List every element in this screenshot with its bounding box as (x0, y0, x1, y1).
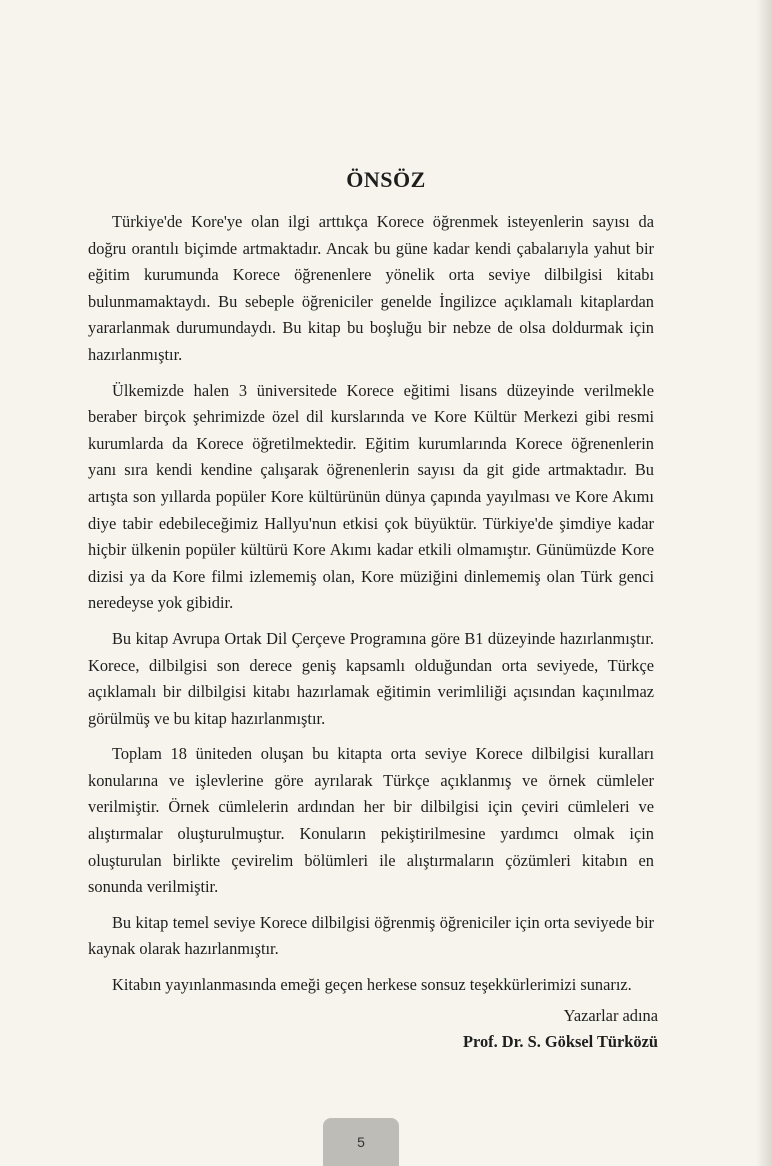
page-number-tab (323, 1118, 399, 1166)
signature-name: Prof. Dr. S. Göksel Türközü (462, 1032, 658, 1051)
preface-paragraph: Türkiye'de Kore'ye olan ilgi arttıkça Korece öğrenmek isteyenlerin sayısı da doğru orantılı biçimde artmaktadır. Ancak bu güne kadar kendi çabalarıyla yahut bir eğitim kurumunda Korece öğrenenlere yönelik orta seviye dilbilgisi kitabı bulunmamaktaydı. Bu sebeple öğreniciler genelde İngilizce açıklamalı kitaplardan yararlanmak durumundaydı. Bu kitap bu boşluğu bir nebze de olsa doldurmak için hazırlanmıştır. (88, 212, 654, 364)
preface-paragraph: Bu kitap temel seviye Korece dilbilgisi öğrenmiş öğreniciler için orta seviyede bir kaynak olarak hazırlanmıştır. (88, 912, 654, 959)
preface-paragraph: Ülkemizde halen 3 üniversitede Korece eğitimi lisans düzeyinde verilmekle beraber birçok şehrimizde özel dil kurslarında ve Kore Kültür Merkezi gibi resmi kurumlarda da Korece öğretilmektedir. Eğitim kurumlarında Korece öğrenenlerin yanı sıra kendi kendine çalışarak öğrenenlerin sayısı da git gide artmaktadır. Bu artışta son yıllarda popüler Kore kültürünün dünya çapında yayılması ve Kore Akımı diye tabir edebileceğimiz Hallyu'nun etkisi çok büyüktür. Türkiye'de şimdiye kadar hiçbir ülkenin popüler kültürü Kore Akımı kadar etkili olmamıştır. Günümüzde Kore dizisi ya da Kore filmi izlememiş olan, Kore müziğini dinlememiş olan Türk genci neredeyse yok gibidir. (88, 380, 654, 613)
page-number: 5 (357, 1134, 365, 1150)
preface-paragraph: Bu kitap Avrupa Ortak Dil Çerçeve Programına göre B1 düzeyinde hazırlanmıştır. Korece, dilbilgisi son derece geniş kapsamlı olduğundan orta seviyede, Türkçe açıklamalı bir dilbilgisi kitabı hazırlamak eğitimin verimliliği açısından kaçınılmaz görülmüş ve bu kitap hazırlanmıştır. (88, 628, 654, 728)
preface-body (88, 209, 654, 999)
page-title: ÖNSÖZ (346, 167, 426, 192)
preface-paragraph: Toplam 18 üniteden oluşan bu kitapta orta seviye Korece dilbilgisi kuralları konularına ve işlevlerine göre ayrılarak Türkçe açıklanmış ve örnek cümleler verilmiştir. Örnek cümlelerin ardından her bir dilbilgisi için çeviri cümleleri ve alıştırmalar oluşturulmuştur. Konuların pekiştirilmesine yardımcı olmak için oluşturulan birlikte çevirelim bölümleri ile alıştırmaların çözümleri kitabın en sonunda verilmiştir. (88, 744, 654, 897)
signature-role: Yazarlar adına (563, 1006, 658, 1025)
preface-paragraph: Kitabın yayınlanmasında emeği geçen herkese sonsuz teşekkürlerimizi sunarız. (112, 975, 632, 995)
